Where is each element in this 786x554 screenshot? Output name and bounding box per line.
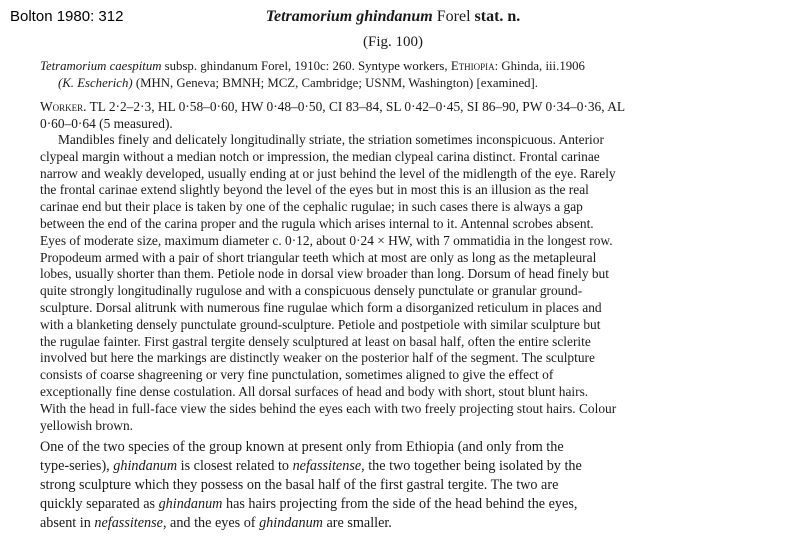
synonymy-line [40, 58, 770, 75]
synonym-name: Tetramorium caespitum [40, 59, 162, 73]
description-line: Propodeum armed with a pair of short triangular teeth which at most are only as long as the metapleural [40, 249, 597, 265]
description-line: the frontal carinae extend slightly beyond the level of the eyes but in most this is an illusion as the real [40, 182, 589, 198]
species-name: ghindanum [113, 458, 178, 474]
remarks-text: , and the eyes of [162, 515, 260, 531]
taxon-author: Forel [436, 8, 471, 25]
remarks-line: strong sculpture which they possess on the basal half of the first gastral tergite. The two are [40, 477, 559, 493]
description-line: sculpture. Dorsal alitrunk with numerous fine rugulae which form a disorganized reticulum in places and [40, 299, 602, 315]
worker-description [40, 132, 770, 434]
depositories: (MHN, Geneva; BMNH; MCZ, Cambridge; USNM, Washington) [examined]. [132, 76, 538, 90]
measurement-line [40, 98, 770, 115]
remarks-text: has hairs projecting from the side of the head behind the eyes, [222, 496, 578, 512]
description-line: with a blanketing densely punctulate ground-sculpture. Petiole and postpetiole with similar sculpture but [40, 316, 601, 332]
species-name: nefassitense [292, 458, 362, 474]
description-line: exceptionally fine dense costulation. All dorsal surfaces of head and body with short, stout blunt hairs. [40, 383, 589, 399]
species-heading [0, 8, 786, 26]
figure-reference: (Fig. 100) [363, 34, 423, 50]
description-line: quite strongly longitudinally rugulose and with a conspicuous densely punctulate or granular ground- [40, 283, 583, 299]
caste-label: Worker. [40, 99, 87, 114]
species-name: ghindanum [259, 515, 323, 531]
description-line: consists of coarse shagreening or very fine punctulation, sometimes aligned to give the effect of [40, 367, 554, 383]
species-name: nefassitense [94, 515, 163, 531]
type-locality: : Ghinda, iii.1906 [494, 59, 585, 73]
remarks-paragraph [40, 438, 770, 533]
remarks-line [40, 495, 770, 514]
remarks-text: type-series), [40, 458, 114, 474]
collector-name: (K. Escherich) [58, 76, 133, 90]
description-line: involved but here the markings are distinctly weaker on the posterior half of the segment. The sculpture [40, 350, 595, 366]
remarks-text: , the two together being isolated by the [361, 458, 582, 474]
remarks-text: quickly separated as [40, 496, 159, 512]
description-line: Mandibles finely and delicately longitudinally striate, the striation sometimes inconspicuous. Anterior [58, 132, 604, 147]
synonymy-paragraph [40, 58, 770, 92]
remarks-line [40, 457, 770, 476]
description-line: between the end of the carina proper and the rugula which arises internal to it. Antennal scrobes absent. [40, 215, 594, 231]
citation-reference: Bolton 1980: 312 [10, 8, 124, 25]
type-locality-country: Ethiopia [450, 59, 495, 73]
synonymy-text: subsp. ghindanum Forel, 1910c: 260. Syntype workers, [161, 59, 451, 73]
remarks-text: absent in [40, 515, 95, 531]
description-line: the rugulae fainter. First gastral tergite densely sculptured at least on basal half, often the entire sclerite [40, 333, 591, 349]
description-line: narrow and weakly developed, usually ending at or just behind the level of the midlength of the eye. Rarely [40, 165, 616, 181]
remarks-text: is closest related to [177, 458, 293, 474]
description-line: lobes, usually shorter than them. Petiole node in dorsal view broader than long. Dorsum of head finely but [40, 266, 609, 282]
description-line: With the head in full-face view the sides behind the eyes each with two freely projecting stout hairs. Colour [40, 400, 617, 416]
measurement-values: TL 2·2–2·3, HL 0·58–0·60, HW 0·48–0·50, CI 83–84, SL 0·42–0·45, SI 86–90, PW 0·34–0·36, AL [86, 99, 626, 114]
description-line: yellowish brown. [40, 417, 133, 433]
description-line: clypeal margin without a median notch or impression, the median clypeal carina distinct. Frontal carinae [40, 148, 600, 164]
description-line: Eyes of moderate size, maximum diameter c. 0·12, about 0·24 × HW, with 7 ommatidia in the longest row. [40, 232, 613, 248]
description-line: carinae end but their place is taken by one of the cephalic rugulae; in such cases there is always a gap [40, 199, 583, 215]
remarks-line: One of the two species of the group known at present only from Ethiopia (and only from the [40, 439, 564, 455]
measurement-line: 0·60–0·64 (5 measured). [40, 116, 173, 131]
species-name: ghindanum [158, 496, 223, 512]
taxon-status: stat. n. [474, 8, 521, 25]
synonymy-line [40, 75, 770, 92]
taxon-name: Tetramorium ghindanum [265, 8, 433, 25]
worker-measurements [40, 98, 770, 132]
remarks-text: are smaller. [322, 515, 392, 531]
remarks-line [40, 514, 770, 533]
